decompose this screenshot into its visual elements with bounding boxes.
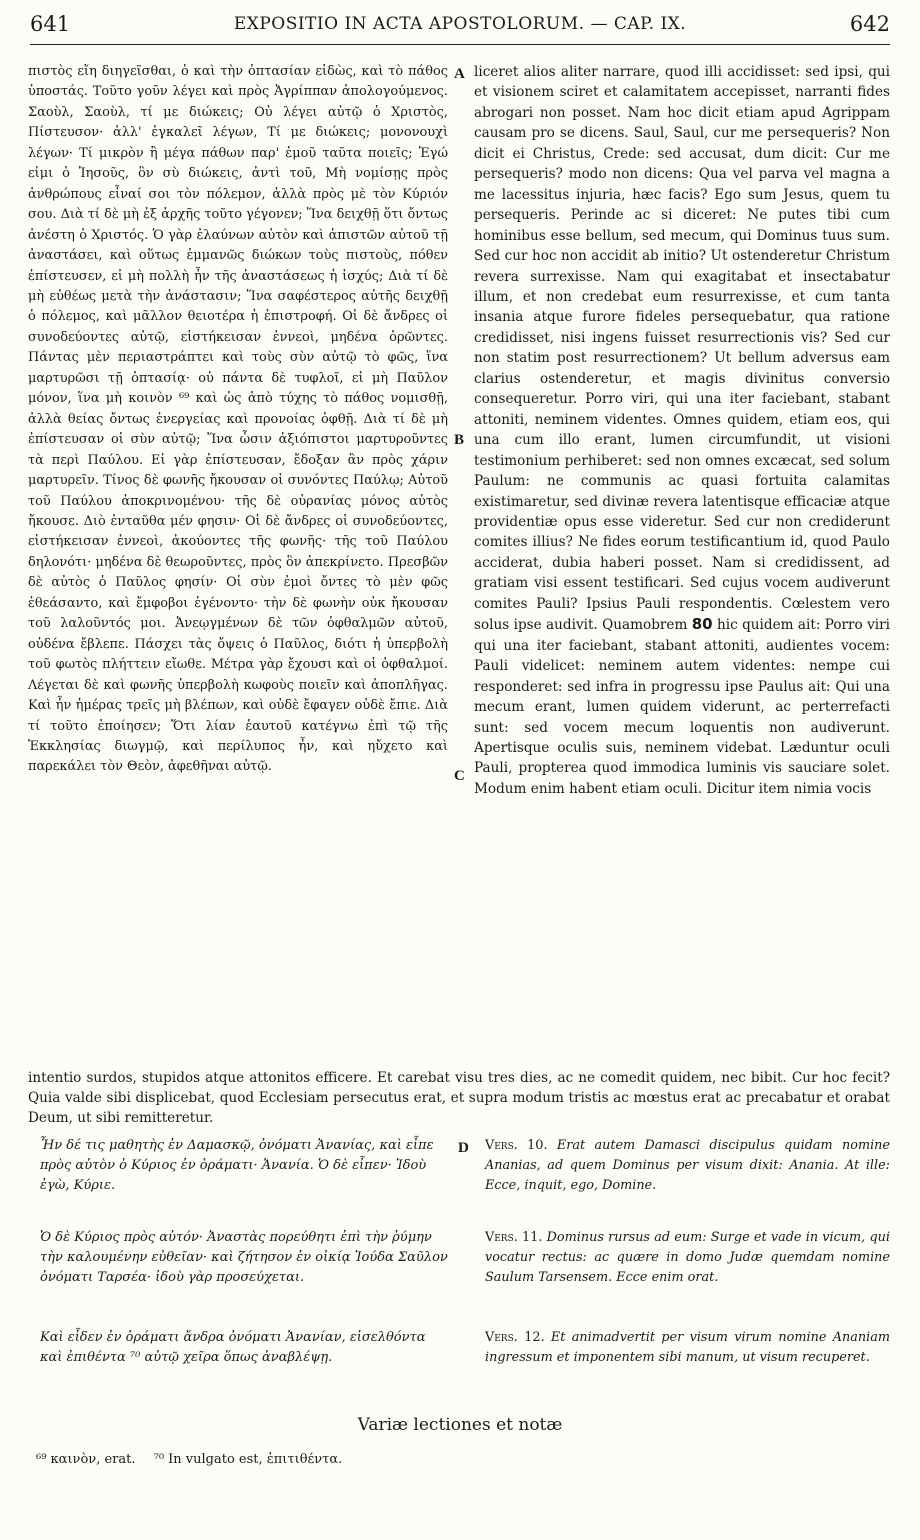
verse-12-greek bbox=[40, 1328, 452, 1368]
greek-text: πιστὸς εἴη διηγεῖσθαι, ὁ καὶ τὴν ὀπτασίαν εἰδὼς, καὶ τὸ πάθος ὑποστάς. Τοῦτο γοῦν λέγει καὶ πρὸς Ἀγρίππαν ἀπολογούμενος. Σαοὺλ, Σαοὺλ, τί με διώκεις; Οὐ λέγει αὐτῷ ὁ Χριστὸς, Πίστευσον· ἀλλ' ἐγκαλεῖ λέγων, Τί με διώκεις; μονονουχὶ λέγων· Τί μικρὸν ἢ μέγα πάθων παρ' ἐμοῦ ταῦτα ποιεῖς; Ἐγώ εἰμι ὁ Ἰησοῦς, ὃν σὺ διώκεις, ἀντὶ τοῦ, Μὴ νομίσῃς πρὸς ἀνθρώπους εἶναί σοι τὸν πόλεμον, ἀλλὰ πρὸς μὲ τὸν Κύριόν σου. Διὰ τί δὲ μὴ ἐξ ἀρχῆς τοῦτο γέγονεν; Ἵνα δειχθῇ ὅτι ὄντως ἀνέστη ὁ Χριστός. Ὁ γὰρ ἐλαύνων αὐτὸν καὶ ἀπιστῶν αὐτοῦ τῇ ἀναστάσει, καὶ οὕτως ἐμμανῶς διώκων τοὺς πιστοὺς, πόθεν ἐπίστευσεν, εἰ μὴ πολλὴ ἦν τῆς ἀναστάσεως ἡ ἰσχύς; Διὰ τί δὲ μὴ εὐθέως μετὰ τὴν ἀνάστασιν; Ἵνα σαφέστερος αὐτῆς δειχθῇ ὁ πόλεμος, καὶ μᾶλλον θειοτέρα ἡ ἐπιστροφή. Οἱ δὲ ἄνδρες οἱ συνοδεύοντες αὐτῷ, εἱστήκεισαν ἐννεοὶ, μηδένα ὁρῶντες. Πάντας μὲν περιαστράπτει καὶ τοὺς σὺν αὐτῷ τὸ φῶς, ἵνα μαρτυρῶσι τῇ ὀπτασίᾳ· οὐ πάντα δὲ τυφλοῖ, εἰ μὴ Παῦλον μόνον, ἵνα μὴ κοινὸν ⁶⁹ καὶ ὡς ἀπὸ τύχης τὸ πάθος νομισθῇ, ἀλλὰ θείας ὄντως ἐνεργείας καὶ προνοίας ὀφθῇ. Διὰ τί δὲ μὴ ἐπίστευσαν οἱ σὺν αὐτῷ; Ἵνα ὦσιν ἀξιόπιστοι μαρτυροῦντες τὰ περὶ Παύλου. Εἰ γὰρ ἐπίστευσαν, ἔδοξαν ἂν πρὸς χάριν μαρτυρεῖν. Τίνος δὲ φωνῆς ἤκουσαν οἱ συνόντες Παύλῳ; Αὐτοῦ τοῦ Παύλου ἀποκρινομένου· τῆς δὲ οὐρανίας μόνος αὐτὸς ἤκουσε. Διὸ ἐνταῦθα μέν φησιν· Οἱ δὲ ἄνδρες οἱ συνοδεύοντες, εἱστήκεισαν ἐννεοὶ, ἀκούοντες τῆς φωνῆς· τῆς τοῦ Παύλου δηλονότι· μηδένα δὲ θεωροῦντες, πρὸς ὃν ἀπεκρίνετο. Πρεσβῶν δὲ αὐτὸς ὁ Παῦλος φησίν· Οἱ σὺν ἐμοὶ ὄντες τὸ μὲν φῶς ἐθεάσαντο, καὶ ἔμφοβοι ἐγένοντο· τὴν δὲ φωνὴν οὐκ ἤκουσαν τοῦ λαλοῦντός μοι. Ἀνεῳγμένων δὲ τῶν ὀφθαλμῶν αὐτοῦ, οὐδένα ἔβλεπε. Πάσχει τὰς ὄψεις ὁ Παῦλος, διότι ἡ ὑπερβολὴ τοῦ φωτὸς πλήττειν εἴωθε. Μέτρα γὰρ ἔχουσι καὶ οἱ ὀφθαλμοί. Λέγεται δὲ καὶ φωνῆς ὑπερβολὴ κωφοὺς ποιεῖν καὶ ἀποπλῆγας. Καὶ ἦν ἡμέρας τρεῖς μὴ βλέπων, καὶ οὐδὲ ἔφαγεν οὐδὲ ἔπιε. Διὰ τί τοῦτο ἐποίησεν; Ὅτι λίαν ἑαυτοῦ κατέγνω ἐπὶ τῷ τῆς Ἐκκλησίας διωγμῷ, καὶ περίλυπος ἦν, καὶ ηὔχετο καὶ παρεκάλει τὸν Θεὸν, ἀφεθῆναι αὐτῷ. bbox=[28, 64, 448, 775]
verse-label: Vers. 10. bbox=[485, 1138, 548, 1153]
verse-10-latin-text bbox=[485, 1136, 890, 1196]
verse-12-latin-text bbox=[485, 1328, 890, 1368]
verse-11-latin-text bbox=[485, 1228, 890, 1288]
margin-marker-d: D bbox=[458, 1140, 469, 1156]
running-title: EXPOSITIO IN ACTA APOSTOLORUM. — CAP. IX. bbox=[233, 14, 687, 34]
footnote-70: ⁷⁰ In vulgato est, ἐπιτιθέντα. bbox=[153, 1452, 343, 1467]
verse-11-latin-body: Dominus rursus ad eum: Surge et vade in vicum, qui vocatur rectus: ac quære in domo Judæ quemdam nomine Saulum Tarsensem. Ecce enim orat. bbox=[485, 1230, 891, 1285]
latin-column bbox=[474, 62, 890, 799]
margin-marker-a: A bbox=[454, 66, 465, 82]
verse-label: Vers. 11. bbox=[485, 1230, 543, 1245]
verse-11-greek bbox=[40, 1228, 452, 1288]
verse-12-latin-body: Et animadvertit per visum virum nomine Ananiam ingressum et imponentem sibi manum, ut visum recuperet. bbox=[485, 1330, 890, 1365]
page-number-left: 641 bbox=[30, 12, 71, 36]
footnote-69: ⁶⁹ καινὸν, erat. bbox=[36, 1452, 136, 1467]
verse-11-greek-text: Ὁ δὲ Κύριος πρὸς αὐτόν· Ἀναστὰς πορεύθητι ἐπὶ τὴν ῥύμην τὴν καλουμένην εὐθεῖαν· καὶ ζήτησον ἐν οἰκίᾳ Ἰούδα Σαῦλον ὀνόματι Ταρσέα· ἰδοὺ γὰρ προσεύχεται. bbox=[40, 1230, 448, 1285]
verse-label: Vers. 12. bbox=[485, 1330, 545, 1345]
full-width-text: intentio surdos, stupidos atque attonitos efficere. Et carebat visu tres dies, ac ne comedit quidem, nec bibit. Cur hoc fecit? Quia valde sibi displicebat, quod Ecclesiam persecutus erat, et supra modum tristis ac mœstus erat ac precabatur et orabat Deum, ut sibi remitteretur. bbox=[28, 1070, 890, 1126]
page-mark: 80 bbox=[691, 615, 713, 634]
verse-10-latin-body: Erat autem Damasci discipulus quidam nomine Ananias, ad quem Dominus per visum dixit: Anania. At ille: Ecce, inquit, ego, Domine. bbox=[485, 1138, 890, 1193]
latin-text bbox=[474, 62, 890, 799]
greek-column bbox=[28, 62, 448, 778]
notes-title: Variæ lectiones et notæ bbox=[357, 1415, 563, 1435]
page-number-right: 642 bbox=[849, 12, 890, 36]
footnotes bbox=[36, 1452, 836, 1467]
page-header bbox=[30, 12, 890, 40]
verse-12-latin bbox=[485, 1328, 890, 1368]
margin-marker-c: C bbox=[454, 768, 465, 784]
verse-10-greek-text: Ἦν δέ τις μαθητὴς ἐν Δαμασκῷ, ὀνόματι Ἀνανίας, καὶ εἶπε πρὸς αὐτὸν ὁ Κύριος ἐν ὁράματι· Ἀνανία. Ὁ δὲ εἶπεν· Ἰδοὺ ἐγὼ, Κύριε. bbox=[40, 1138, 434, 1193]
verse-12-greek-text: Καὶ εἶδεν ἐν ὁράματι ἄνδρα ὀνόματι Ἀνανίαν, εἰσελθόντα καὶ ἐπιθέντα ⁷⁰ αὐτῷ χεῖρα ὅπως ἀναβλέψῃ. bbox=[40, 1330, 426, 1365]
full-width-paragraph bbox=[28, 1068, 890, 1128]
margin-marker-b: B bbox=[454, 432, 465, 448]
latin-text-part-2: hic quidem ait: Porro viri qui una iter faciebant, stabant attoniti, audientes vocem: Pauli videlicet: neminem autem videntes: nempe cui responderet: sed infra in progressu ipse Paulus ait: Qui una mecum erant, lumen quidem viderunt, ac perterrefacti sunt: sed vocem mecum loquentis non audiverunt. Apertisque oculis suis, neminem videbat. Læduntur oculi Pauli, propterea quod immodica luminis vis sauciare solet. Modum enim habent etiam oculi. Dicitur item nimia vocis bbox=[474, 617, 890, 797]
verse-10-latin bbox=[485, 1136, 890, 1196]
verse-11-latin bbox=[485, 1228, 890, 1288]
verse-10-greek bbox=[40, 1136, 452, 1196]
latin-text-part-1: liceret alios aliter narrare, quod illi accidisset: sed ipsi, qui et visionem sciret et calamitatem accepisset, narranti fides abrogari non posset. Nam hoc dicit etiam apud Agrippam causam pro se dicens. Saul, Saul, cur me persequeris? Non dicit ei Christus, Crede: sed accusat, dum dicit: Cur me persequeris? modo non dicens: Qua vel parva vel magna a me lacessitus injuria, hæc facis? Ego sum Jesus, quem tu persequeris. Perinde ac si diceret: Ne putes tibi cum hominibus esse bellum, sed mecum, qui Dominus tuus sum. Sed cur hoc non accidit ab initio? Ut ostenderetur Christum revera surrexisse. Nam qui exagitabat et insectabatur illum, et non credebat eum resurrexisse, et cum tanta insania atque furore fideles persequebatur, qua ratione credidisset, nisi ingens fuisset resurrectionis vis? Sed cur non statim post resurrectionem? Ut bellum adversus eam clarius ostenderetur, et magis divinitus conversio consequeretur. Porro viri, qui una iter faciebant, stabant attoniti, neminem videntes. Omnes quidem, etiam eos, qui una cum illo erant, lumen circumfundit, ut visioni testimonium perhiberet: sed non omnes excæcat, sed solum Paulum: ne communis ac quasi fortuita calamitas existimaretur, sed divinæ revera latentisque efficaciæ atque providentiæ opus esse videretur. Sed cur non crediderunt comites illius? Ne fides eorum testificantium id, quod Paulo acciderat, dubia haberi posset. Nam si credidissent, ad gratiam visi essent testificari. Sed cujus vocem audiverunt comites Pauli? Ipsius Pauli respondentis. Cœlestem vero solus ipse audivit. Quamobrem bbox=[474, 64, 890, 634]
header-rule bbox=[30, 44, 890, 45]
